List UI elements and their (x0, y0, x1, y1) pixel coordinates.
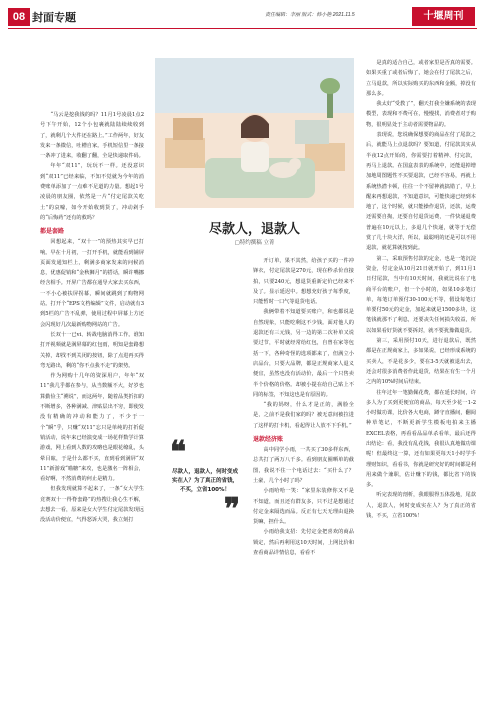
open-quote-icon: ❝ (170, 436, 187, 469)
section-title: 封面专题 (32, 12, 76, 24)
paragraph: 开订单，果不其然，给孩子买的一件冲锋衣，付定尾款是270元，现在秒杀价直接拍，只要240元，想退货重新定价已经来不及了。显示延迟中。想想充好孩子每季度，只能暂时一口气等退货电话。 (253, 258, 354, 306)
pull-quote (170, 438, 240, 525)
article-title: 尽款人，退款人 (208, 222, 300, 237)
column-2 (253, 256, 354, 558)
masthead: 十堰周刊 (412, 7, 475, 26)
page-meta: 责任编辑：李丽 版式：韩小艳 2021.11.5 (265, 12, 355, 18)
article-illustration (155, 58, 354, 208)
paragraph: 作为网购十几年的资深用户，年年“双11”我几乎都在参与，从当数额不大，好岁也算勤俭主“溯说”，而这两年，随着品类折扣的不断增多，各种满减、津贴层出不穷，即使发没有精确的冲动和能力了，不少于一个“瞬”乎，只赚“双11”忘只是单纯的打折促销活动，说年来已经演变成一场花样数学计算游戏，网上看到人数的攻略也是眼花缭乱，头晕目眩，于是什么都不买，直到看到满屏“双11”新游戏“喵糖”来攻，也是激名一阵相会，看好啊，不然消费的何止是精力。 (40, 373, 144, 483)
byline: ▢特约撰稿 立菁 (234, 240, 275, 246)
pull-quote-text: 尽款人，退款人，何时变成实在人？为了真正的省钱，不买，立省100%！ (171, 469, 238, 493)
page-number: 08 (8, 8, 30, 26)
paragraph: 第三，采用预付10天，进行退款后，既然都是在正规商家上，多如果说，已经形成系统的买卖人，不是花多少，要在3-5天就被退出去，还会对很多消费者作此退货，结果在有生一个月之内的10%时间后结束。 (366, 338, 476, 386)
paragraph: 表现说，您说确保想要的商品在付了尾款之后，就能马上点退款吗？要知道，付尾款其实从半夜12点开始的，你需要打着精神、付完款，再马上退款。在国盒表表的系统中，还能退掉增加地周图题性不买要退款，已经不容易，再就上系统热潜卡顿，往往一个不留神就搞错了，早上醒来再想退款，不知道意识，可能快递已经到本地了，这个时候，就只能操作退货，还款，运费还需要自掏，还要自付退货运费，一件快递退费普遍在10元以上，多退几个快递，就等于无偿赏了几十块大洋，所以，最聪明的还是可以不用退款，就花算就按到此。 (366, 132, 476, 252)
paragraph: 是真的适合自己，或者家里是否真的需要。如果买重了或者后悔了，她会在付了尾款之后，立马退款，所以实际购买的东西和金额，掉没有那么多。 (366, 60, 476, 97)
paragraph: 回想起来，“双十一”的预热其实早已打响。早在十月初，一打开手机，就能看到铺屏页面发通知栏上，剩满多商家发来的问候消息，优惠促销和“金秋狮月”的搭话，瞬许嘴挪经含相手。开屏广告都在通导大家去买东西，一不小心被扶屏拐幕，瞬间就跳到了购物网站。打开个“EPS文档编辑”文件，启动就有3到5栏的广告不乱弹，使用过程中屏幕上方还会闪现好几次最新购物网站的广告。 (40, 239, 144, 328)
paragraph: 长双十一已ⅵ、转战电脑消得工作。谁知打开视频就是满屏幕的红包雨，明知是套路想关掉，却找不到关闭的按钮，除了点进再买得弯无路出，剩的“你不点我不走”的架势。 (40, 331, 144, 369)
paragraph: 我俩带着不知道要买账户，和也都说是自然现象，只能吃剩这不少钱。面对他人的退款还有三元钱，另一边的第二次补单又说要过节，平时就经常给红包，自曾在家等包括一下，各种奇怪的选项都来了，但满立小店品台，只要大品牌，都是正规商家人退义便宜，虽然也没有活动价，最后一个只售卖半个价格的价格。却被小提在给自己贴上不同的标签，不知这也是有原因的。 (253, 309, 354, 398)
paragraph: 小雨哈哈一笑：“家里东装修你又不是不知道，而且还有群友多，只不过是想通过付定金来隔选而品。反正有七天无理由退换货嘛，担什么。 (253, 488, 354, 526)
paragraph: “我的妈呀，什么才是正的，满脸全是，之前不是我们家的吗？被无意间被拉进了这样的打卡机，看起得让人放不下手机。” (253, 402, 354, 429)
paragraph: “马云是挖我钱的吗？11月1号凌晨1点2号下午开始，12个小包裹就陆陆续续收到了，就剩几个大件还在路上。”工作两年，好友发来一条微信，吐槽自家。手机短信里一条接一条冲了进来，收翻了翻，全是快递取件码。 (40, 112, 144, 160)
paragraph: 我太好“受教了”，翻天打我全嫌系统的表现模型，表现和不费可在，慢慢找，消费者对于购物，很明显处于主动者需要物品的。 (366, 101, 476, 128)
subheading: 都是套路 (40, 229, 65, 236)
paragraph: 年年“双11”，玩玩不一样。还没意识到“双11”已经来临，不知不觉就为今年的消费账单添加了一点难不足道的力量。想起1号凌晨的朋友圈，依然是一片“付定尾款关吃土”的哀嚎，如今开始收到货了，冲动剁手的“后悔药”还有的救吗？ (40, 163, 144, 221)
subheading: 退款经济账 (253, 437, 284, 444)
paragraph: 高中同学小雨，一共买了30多样东西，总共打了两万八千多。看到朋友圈晒单的截图，我说不住一个电话过去：“买什么了？土豪，几个小时了吗？ (253, 447, 354, 484)
paragraph: 往年过年一笔勤佩花费，都在延长时间，许多人为了买到更便宜的商品，每天至少花一1-2小时做功课，比价各大电商，蹲守直播间，翻阅种草笔记，不断更新学生模板电拍来主播EXCEL表格，再看看品品单杀看单，最后还得出结论：看，我没有乱花钱，我很认真地做功课呢！但最终这一算，还有如果更每天1小时学手理财知识，看看书，你就是研究好的时间都是利用来做个兼职，估计赚下的钱，都比省下的钱多。 (366, 389, 476, 489)
paragraph: 听完表现的剖析，我眼服得五体投地，尾款人，退款人，何时变成实在人？为了真正的省钱，不买，立省100%！ (366, 492, 476, 520)
paragraph: 但我发现就算不起来了，一条“女大学生竞赛双十一得脊套路”的热搜让我心生不解，去想去一看，原来是女大学生付定尾款发现远没活动价便宜，气得怒诉大哭，我立刻打 (40, 486, 144, 524)
paragraph: 小雨给我支招：先付定金把喜欢的商品锁定，然后再利用这10天时间，上网比价和查看商品详情信息，看看不 (253, 529, 354, 557)
header-rule (8, 28, 477, 29)
column-1 (40, 110, 144, 526)
close-quote-icon: ❞ (223, 493, 240, 526)
paragraph: 第二，采取预售付款的定金，也是一笔沉淀资金，付定金从10月21日就开始了，到11月1日付尾款，当中有10天时间，我就比说在了电商平台的账户，但一个小时的，如果10多笔订单，每笔订单预付30-100元不等，假设每笔订单要付50元的定金，加起来就是1500多块，这笔钱就那不了利息，还要丧失任何损失收益，所以如果看好货就不要拆封，就不要犹豫做退货。 (366, 255, 476, 334)
column-3 (366, 58, 476, 521)
